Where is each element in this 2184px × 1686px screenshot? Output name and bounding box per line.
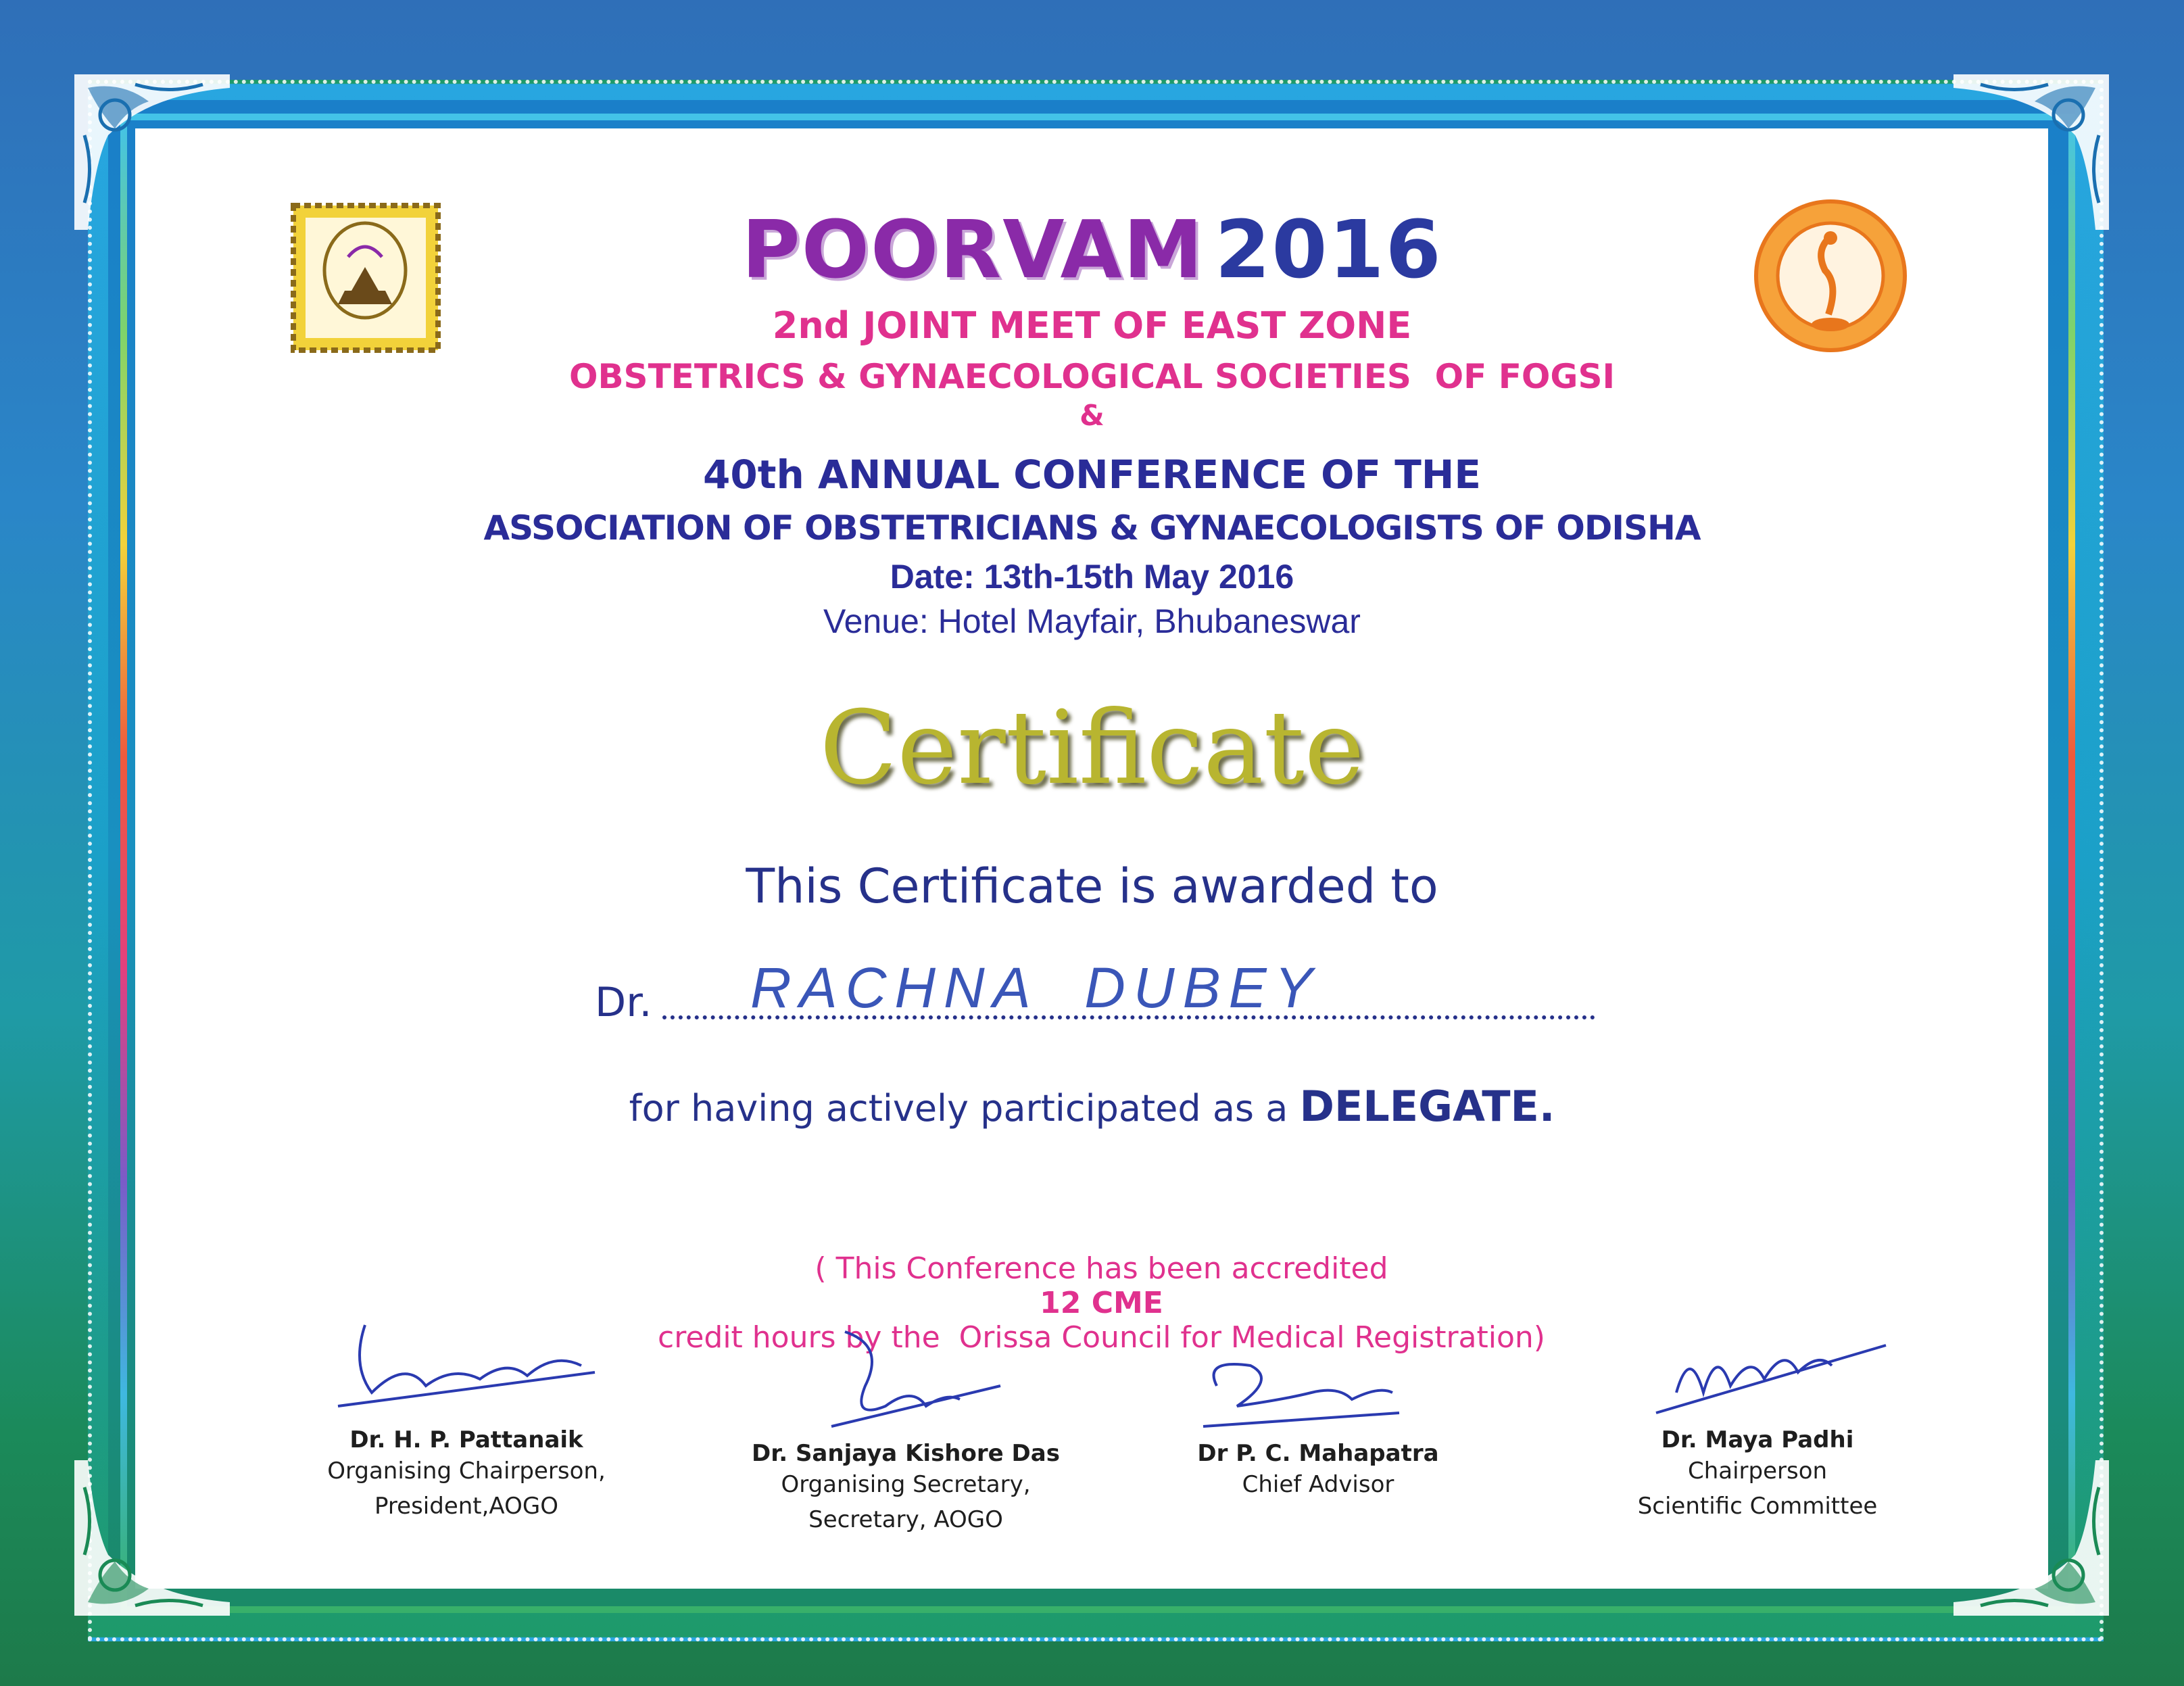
signature-mark bbox=[1616, 1318, 1899, 1426]
ampersand-line: & bbox=[1079, 399, 1105, 432]
brand-word: POORVAM bbox=[742, 203, 1205, 296]
signatory-3 bbox=[1142, 1345, 1494, 1502]
brand-year: 2016 bbox=[1215, 203, 1442, 296]
signatory-role: Chief Advisor bbox=[1242, 1471, 1394, 1498]
signatory-role: Chairperson bbox=[1687, 1458, 1828, 1485]
date-line: Date: 13th-15th May 2016 bbox=[890, 558, 1294, 596]
association-line: ASSOCIATION OF OBSTETRICIANS & GYNAECOLOGISTS OF ODISHA bbox=[483, 508, 1701, 548]
signatory-role: President,AOGO bbox=[374, 1493, 558, 1520]
signatory-role: Organising Chairperson, bbox=[327, 1458, 606, 1485]
accreditation-suffix: credit hours by the Orissa Council for Medical Registration) bbox=[658, 1320, 1545, 1355]
signatory-role: Scientific Committee bbox=[1637, 1493, 1878, 1520]
certificate-title: Certificate bbox=[819, 690, 1365, 807]
ornament-corner-icon bbox=[1947, 1453, 2116, 1622]
signatory-name: Dr. Maya Padhi bbox=[1661, 1426, 1854, 1453]
conference-line: 40th ANNUAL CONFERENCE OF THE bbox=[703, 452, 1481, 498]
participation-statement bbox=[0, 1082, 2184, 1131]
signatory-2 bbox=[717, 1325, 1095, 1537]
signatory-role: Secretary, AOGO bbox=[808, 1506, 1003, 1533]
signatory-name: Dr. H. P. Pattanaik bbox=[349, 1426, 583, 1453]
signatory-4 bbox=[1575, 1318, 1940, 1524]
meet-line: 2nd JOINT MEET OF EAST ZONE bbox=[772, 304, 1412, 347]
signature-mark bbox=[324, 1311, 608, 1426]
signature-mark bbox=[764, 1325, 1048, 1440]
signatory-role: Organising Secretary, bbox=[781, 1471, 1031, 1498]
signatory-1 bbox=[291, 1311, 642, 1524]
conference-brand bbox=[0, 203, 2184, 296]
signatory-name: Dr P. C. Mahapatra bbox=[1197, 1440, 1439, 1467]
participation-prefix: for having actively participated as a bbox=[629, 1087, 1288, 1130]
venue-line: Venue: Hotel Mayfair, Bhubaneswar bbox=[823, 602, 1361, 640]
awarded-text: This Certificate is awarded to bbox=[746, 859, 1438, 914]
signatory-name: Dr. Sanjaya Kishore Das bbox=[752, 1440, 1060, 1467]
societies-line: OBSTETRICS & GYNAECOLOGICAL SOCIETIES OF FOGSI bbox=[568, 357, 1616, 396]
accreditation-hours: 12 CME bbox=[1040, 1286, 1163, 1320]
dr-prefix: Dr. bbox=[595, 979, 652, 1026]
participation-role: DELEGATE. bbox=[1299, 1082, 1555, 1131]
accreditation-prefix: ( This Conference has been accredited bbox=[815, 1251, 1388, 1286]
recipient-line bbox=[595, 956, 1595, 1034]
signature-mark bbox=[1176, 1345, 1460, 1440]
recipient-name: RACHNA DUBEY bbox=[750, 956, 1321, 1019]
ornament-corner-icon bbox=[68, 1453, 237, 1622]
